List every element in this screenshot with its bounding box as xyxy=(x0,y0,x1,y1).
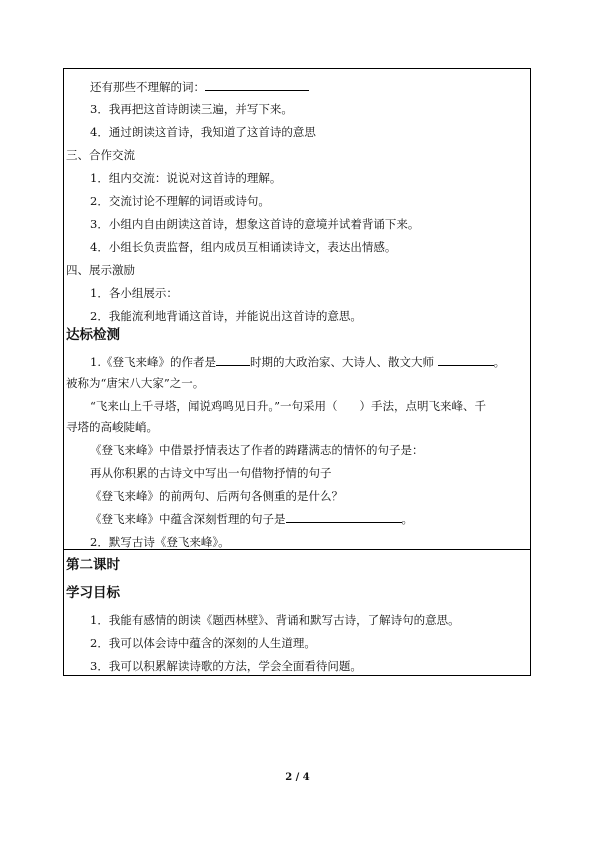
text-line: 被称为“唐宋八大家”之一。 xyxy=(66,376,205,390)
text-line: 4．小组长负责监督，组内成员互相诵读诗文，表达出情感。 xyxy=(90,240,397,254)
q2-part-b: ）手法，点明飞来峰、千 xyxy=(359,399,486,413)
text-line: 1．组内交流：说说对这首诗的理解。 xyxy=(90,171,282,185)
row-divider xyxy=(64,549,530,550)
answer-blank[interactable] xyxy=(438,354,494,366)
text-line: 4．通过朗读这首诗，我知道了这首诗的意思 xyxy=(90,125,316,139)
q6-part-b: 。 xyxy=(401,512,413,526)
worksheet-table xyxy=(63,68,531,676)
text-line xyxy=(90,79,530,95)
answer-blank[interactable] xyxy=(286,511,402,523)
q1-part-a: 1.《登飞来峰》的作者是 xyxy=(90,355,216,369)
text-line: 1．各小组展示： xyxy=(90,286,178,300)
text-line: 3．我再把这首诗朗读三遍，并写下来。 xyxy=(90,102,293,116)
section-heading: 四、展示激励 xyxy=(66,263,135,277)
question-7: 2．默写古诗《登飞来峰》。 xyxy=(90,535,230,549)
question-5: 《登飞来峰》的前两句、后两句各侧重的是什么？ xyxy=(90,489,343,503)
text-unknown-words: 还有那些不理解的词： xyxy=(90,80,205,94)
goal-3: 3．我可以积累解读诗歌的方法，学会全面看待问题。 xyxy=(90,659,362,673)
question-6 xyxy=(90,511,530,527)
goals-title: 学习目标 xyxy=(66,585,120,601)
answer-blank[interactable] xyxy=(216,354,250,366)
question-4: 再从你积累的古诗文中写出一句借物抒情的句子 xyxy=(90,466,332,480)
text-line: 寻塔的高峻陡峭。 xyxy=(66,420,158,434)
lesson-title: 第二课时 xyxy=(66,557,120,573)
q1-part-c: 。 xyxy=(493,355,506,369)
goal-1: 1．我能有感情的朗读《题西林壁》、背诵和默写古诗，了解诗句的意思。 xyxy=(90,613,460,627)
q1-part-b: 时期的大政治家、大诗人、散文大师 xyxy=(249,355,434,369)
answer-blank[interactable] xyxy=(205,79,309,91)
question-1 xyxy=(90,354,530,370)
section-heading: 三、合作交流 xyxy=(66,148,135,162)
goal-2: 2．我可以体会诗中蕴含的深刻的人生道理。 xyxy=(90,636,316,650)
text-line: 2．交流讨论不理解的词语或诗句。 xyxy=(90,194,270,208)
question-3: 《登飞来峰》中借景抒情表达了作者的踌躇满志的情怀的句子是： xyxy=(90,443,424,457)
text-line: 3．小组内自由朗读这首诗，想象这首诗的意境并试着背诵下来。 xyxy=(90,217,420,231)
q2-part-a: “飞来山上千寻塔，闻说鸡鸣见日升。”一句采用（ xyxy=(90,399,338,413)
page-number: 2 / 4 xyxy=(285,772,310,783)
check-title: 达标检测 xyxy=(66,327,120,343)
question-2 xyxy=(90,398,530,414)
text-line: 2．我能流利地背诵这首诗，并能说出这首诗的意思。 xyxy=(90,309,362,323)
q6-part-a: 《登飞来峰》中蕴含深刻哲理的句子是 xyxy=(90,512,286,526)
